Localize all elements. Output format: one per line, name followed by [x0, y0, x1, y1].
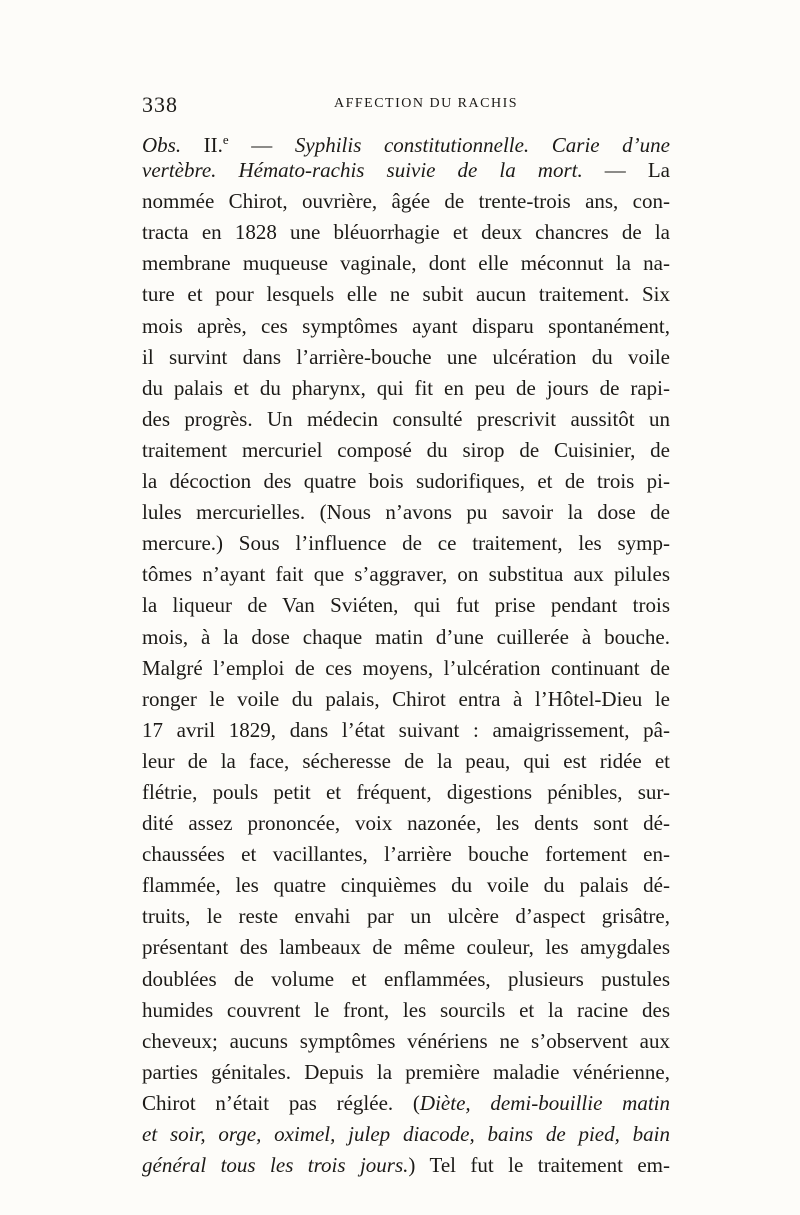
running-title: AFFECTION DU RACHIS — [333, 96, 519, 111]
text-run: truits, le reste envahi par un ulcère d’aspect grisâtre, — [142, 904, 670, 929]
text-line — [142, 466, 670, 497]
text-line — [142, 839, 670, 870]
text-run: il survint dans l’arrière-bouche une ulcération du voile — [142, 344, 670, 369]
text-run: ronger le voile du palais, Chirot entra à l’Hôtel-Dieu le — [142, 686, 670, 711]
running-head — [142, 92, 670, 118]
page-number: 338 — [142, 92, 178, 117]
text-run: parties génitales. Depuis la première maladie vénérienne, — [142, 1059, 670, 1084]
text-run: dité assez prononcée, voix nazonée, les dents sont dé- — [142, 811, 670, 836]
text-line — [142, 777, 670, 808]
text-line — [142, 279, 670, 310]
text-run: ture et pour lesquels elle ne subit aucun traitement. Six — [142, 282, 670, 307]
text-line — [142, 311, 670, 342]
text-run: la liqueur de Van Sviéten, qui fut prise pendant trois — [142, 593, 670, 618]
text-run: II. — [203, 133, 223, 157]
text-line — [142, 964, 670, 995]
text-run: traitement mercuriel composé du sirop de Cuisinier, de — [142, 437, 670, 462]
text-line — [142, 342, 670, 373]
text-line — [142, 1119, 670, 1150]
text-line — [142, 746, 670, 777]
text-run: 17 avril 1829, dans l’état suivant : amaigrissement, pâ- — [142, 717, 670, 742]
text-line — [142, 124, 670, 155]
text-line — [142, 217, 670, 248]
text-run: flammée, les quatre cinquièmes du voile du palais dé- — [142, 873, 670, 898]
text-run: tômes n’ayant fait que s’aggraver, on substitua aux pilules — [142, 562, 670, 587]
text-run: ) Tel fut le traitement em- — [408, 1153, 670, 1178]
text-run: humides couvrent le front, les sourcils et la racine des — [142, 997, 670, 1022]
text-line — [142, 808, 670, 839]
text-run: mercure.) Sous l’influence de ce traitement, les symp- — [142, 531, 670, 556]
text-run: membrane muqueuse vaginale, dont elle méconnut la na- — [142, 251, 670, 276]
text-line — [142, 435, 670, 466]
text-line — [142, 373, 670, 404]
italic-run: Syphilis constitutionnelle. Carie d’une — [294, 133, 670, 157]
observation-text — [142, 124, 670, 1181]
text-line — [142, 870, 670, 901]
text-line — [142, 1026, 670, 1057]
text-line — [142, 559, 670, 590]
text-run: doublées de volume et enflammées, plusieurs pustules — [142, 966, 670, 991]
text-line — [142, 932, 670, 963]
text-run: lules mercurielles. (Nous n’avons pu savoir la dose de — [142, 500, 670, 525]
text-line — [142, 528, 670, 559]
text-line — [142, 684, 670, 715]
text-run: cheveux; aucuns symptômes vénériens ne s’observent aux — [142, 1028, 670, 1053]
text-line — [142, 1057, 670, 1088]
text-run: du palais et du pharynx, qui fit en peu de jours de rapi- — [142, 375, 670, 400]
italic-run: général tous les trois jours. — [142, 1153, 409, 1178]
text-line — [142, 1088, 670, 1119]
text-run: Malgré l’emploi de ces moyens, l’ulcération continuant de — [142, 655, 670, 680]
italic-run: et soir, orge, oximel, julep diacode, bains de pied, bain — [142, 1122, 670, 1146]
text-run: présentant des lambeaux de même couleur, les amygdales — [142, 935, 670, 960]
text-run: e — [222, 132, 229, 147]
text-line — [142, 404, 670, 435]
text-line — [142, 155, 670, 186]
text-run: chaussées et vacillantes, l’arrière bouche fortement en- — [142, 842, 670, 867]
text-line — [142, 995, 670, 1026]
text-line — [142, 901, 670, 932]
text-line — [142, 497, 670, 528]
text-run: la décoction des quatre bois sudorifiques, et de trois pi- — [142, 469, 670, 494]
italic-run: vertèbre. Hémato-rachis suivie de la mort. — [142, 158, 583, 183]
text-line — [142, 653, 670, 684]
text-run: des progrès. Un médecin consulté prescrivit aussitôt un — [142, 406, 670, 431]
text-line — [142, 248, 670, 279]
text-line — [142, 590, 670, 621]
text-line — [142, 1150, 670, 1181]
text-run: — — [228, 133, 295, 157]
text-line — [142, 622, 670, 653]
text-line — [142, 186, 670, 217]
text-run: tracta en 1828 une bléuorrhagie et deux chancres de la — [142, 220, 670, 245]
text-run: Chirot n’était pas réglée. ( — [142, 1090, 420, 1115]
text-run: — La — [582, 158, 670, 183]
text-run: nommée Chirot, ouvrière, âgée de trente-trois ans, con- — [142, 189, 670, 214]
text-run: leur de la face, sécheresse de la peau, qui est ridée et — [142, 748, 670, 773]
italic-run: Diète, demi-bouillie matin — [419, 1090, 670, 1115]
text-run: mois, à la dose chaque matin d’une cuillerée à bouche. — [142, 624, 670, 649]
text-run: flétrie, pouls petit et fréquent, digestions pénibles, sur- — [142, 779, 670, 804]
text-line — [142, 715, 670, 746]
italic-run: Obs. — [142, 133, 204, 157]
text-run: mois après, ces symptômes ayant disparu spontanément, — [142, 313, 670, 338]
